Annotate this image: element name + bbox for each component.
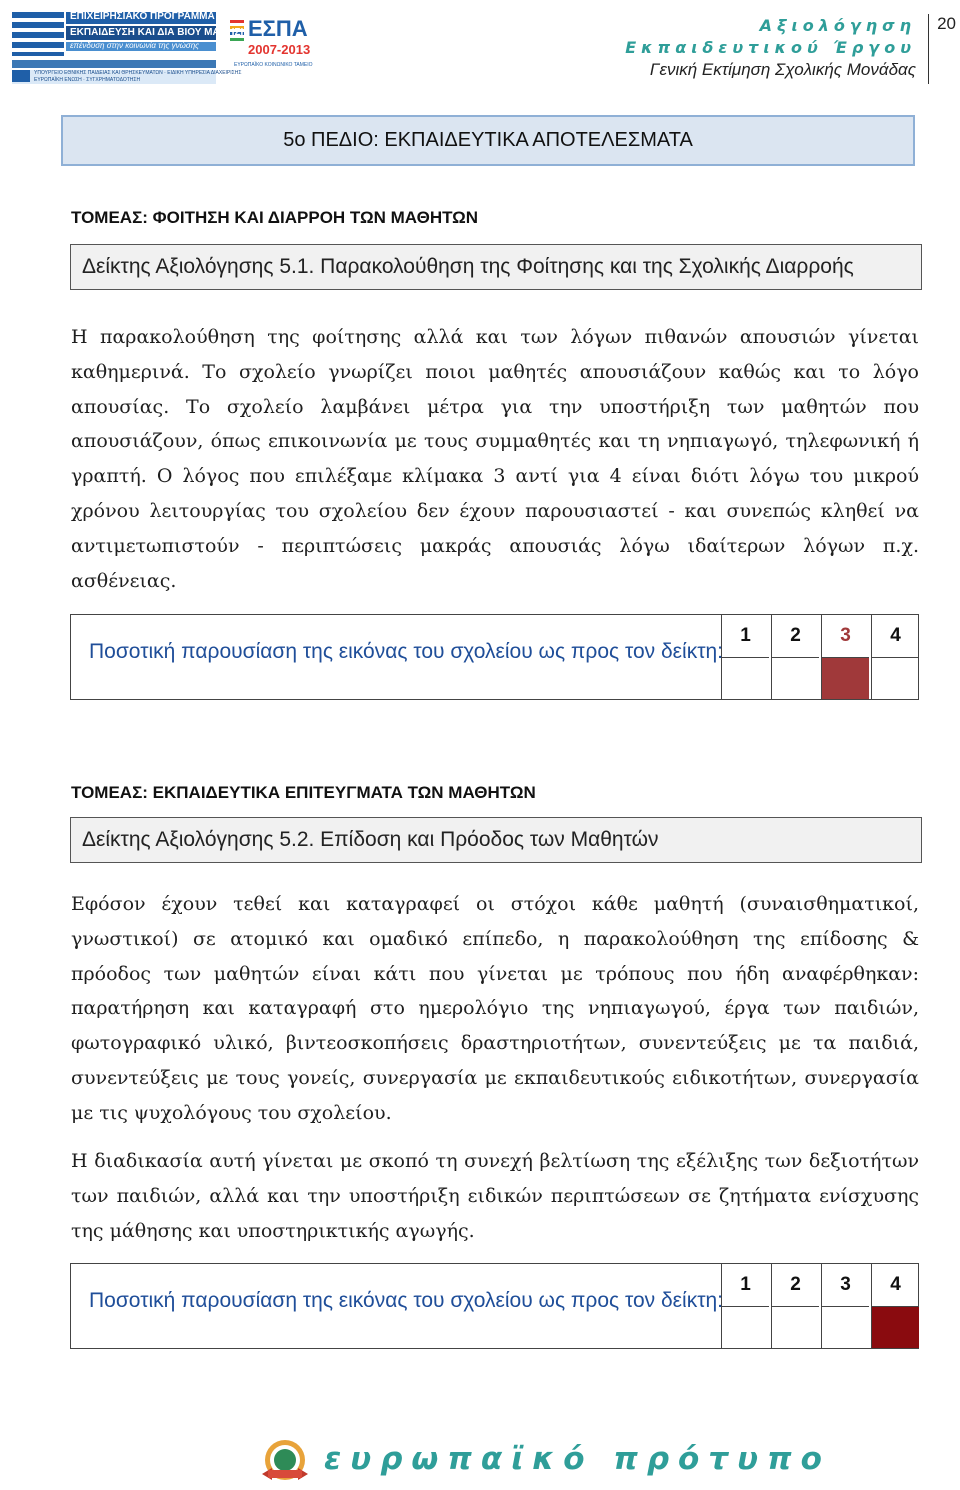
european-standard-seal-icon [258, 1438, 312, 1482]
espa-logo-title: ΕΣΠΑ [248, 16, 308, 41]
logo-line-3: επένδυση στην κοινωνία της γνώσης [70, 41, 200, 50]
rating-scale-4: 4 [871, 615, 919, 657]
sector-2-paragraph-1: Εφόσον έχουν τεθεί και καταγραφεί οι στόχοι κάθε μαθητή (συναισθηματικοί, γνωστικοί) σε ατομικό και ομαδικό επίπεδο, η παρακολούθηση της επίδοσης & πρόοδος των μαθητών είναι κάτι που γίνεται με τρόπους που ήδη αναφέρθηκαν: παρατήρηση και καταγραφή στο ημερολόγιο της νηπιαγωγού, έργα των παιδιών, φωτογραφικό υλικό, βιντεοσκοπήσεις δραστηριοτήτων, συνεντεύξεις με τα παιδιά, συνεντεύξεις με τους γονείς, συνεργασία με εκπαιδευτικούς ειδικοτήτων, συνεργασία με τις ψυχολόγους του σχολείου. [71, 893, 919, 1124]
rating-scale-2: 2 [771, 615, 819, 657]
program-logo-banner [8, 6, 343, 90]
sector-2-title: ΤΟΜΕΑΣ: ΕΚΠΑΙΔΕΥΤΙΚΑ ΕΠΙΤΕΥΓΜΑΤΑ ΤΩΝ ΜΑΘΗΤΩΝ [71, 783, 536, 802]
rating-scale-1: 1 [721, 1264, 769, 1306]
rating-cell-3-selected [821, 657, 869, 699]
sector-1-paragraph: Η παρακολούθηση της φοίτησης αλλά και των λόγων πιθανών απουσιών γίνεται καθημερινά. Το σχολείο γνωρίζει ποιοι μαθητές απουσιάζουν καθώς και το λόγο απουσίας. Το σχολείο λαμβάνει μέτρα για την υποστήριξη των μαθητών που απουσιάζουν, όπως επικοινωνία με τους συμμαθητές και τη νηπιαγωγό, τηλεφωνική ή γραπτή. Ο λόγος που επιλέξαμε κλίμακα 3 αντί για 4 είναι διότι λόγω του μικρού χρόνου λειτουργίας του σχολείου δεν έχουν παρουσιαστεί - και συνεπώς κληθεί να αντιμετωπιστούν - περιπτώσεις μακράς απουσιάς λόγω ιδαίτερων λόγων π.χ. ασθένειας. [71, 326, 919, 592]
section-banner: 5o ΠΕΔΙΟ: ΕΚΠΑΙΔΕΥΤΙΚΑ ΑΠΟΤΕΛΕΣΜΑΤΑ [61, 115, 915, 166]
rating-scale-2: 2 [771, 1264, 819, 1306]
sector-2-paragraph-2: Η διαδικασία αυτή γίνεται με σκοπό τη συνεχή βελτίωση της εξέλιξης των δεξιοτήτων των παιδιών, αλλά και την υποστήριξη ειδικών περιπτώσεων σε ζητήματα ενίσχυσης της μάθησης και υποστηρικτικής αγωγής. [71, 1150, 919, 1242]
indicator-5-2: Δείκτης Αξιολόγησης 5.2. Επίδοση και Πρόοδος των Μαθητών [70, 817, 922, 863]
rating-cell-2 [771, 1306, 819, 1348]
rating-cell-4-selected [871, 1306, 919, 1348]
rating-scale-3: 3 [821, 615, 869, 657]
rating-cell-1 [721, 1306, 769, 1348]
rating-cell-2 [771, 657, 819, 699]
rating-table-5-1 [70, 614, 919, 700]
rating-label: Ποσοτική παρουσίαση της εικόνας του σχολείου ως προς τον δείκτη: [89, 1289, 723, 1312]
espa-logo-sub: ΕΥΡΩΠΑΪΚΟ ΚΟΙΝΩΝΙΚΟ ΤΑΜΕΙΟ [234, 62, 313, 68]
logo-line-4: ΥΠΟΥΡΓΕΙΟ ΕΘΝΙΚΗΣ ΠΑΙΔΕΙΑΣ ΚΑΙ ΘΡΗΣΚΕΥΜΑΤΩΝ · ΕΙΔΙΚΗ ΥΠΗΡΕΣΙΑ ΔΙΑΧΕΙΡΙΣΗΣ [34, 70, 242, 76]
rating-label: Ποσοτική παρουσίαση της εικόνας του σχολείου ως προς τον δείκτη: [89, 640, 723, 663]
footer-text: ευρωπαϊκό πρότυπο [324, 1441, 831, 1477]
logo-line-2: ΕΚΠΑΙΔΕΥΣΗ ΚΑΙ ΔΙΑ ΒΙΟΥ ΜΑΘΗΣΗ [70, 27, 248, 38]
logo-line-5: ΕΥΡΩΠΑΪΚΗ ΕΝΩΣΗ · ΣΥΓΧΡΗΜΑΤΟΔΟΤΗΣΗ [34, 77, 141, 83]
rating-scale-3: 3 [821, 1264, 869, 1306]
rating-scale-4: 4 [871, 1264, 919, 1306]
sector-1-title: ΤΟΜΕΑΣ: ΦΟΙΤΗΣΗ ΚΑΙ ΔΙΑΡΡΟΗ ΤΩΝ ΜΑΘΗΤΩΝ [71, 208, 479, 227]
header-title-line-2: Εκπαιδευτικού Έργου [625, 38, 916, 57]
header-title-line-1: Αξιολόγηση [759, 16, 916, 35]
rating-cell-4 [871, 657, 919, 699]
indicator-5-1: Δείκτης Αξιολόγησης 5.1. Παρακολούθηση της Φοίτησης και της Σχολικής Διαρροής [70, 244, 922, 290]
logo-line-1: ΕΠΙΧΕΙΡΗΣΙΑΚΟ ΠΡΟΓΡΑΜΜΑ [70, 11, 215, 22]
rating-scale-1: 1 [721, 615, 769, 657]
rating-table-5-2 [70, 1263, 919, 1349]
espa-logo-years: 2007-2013 [248, 42, 311, 57]
header-subtitle: Γενική Εκτίμηση Σχολικής Μονάδας [649, 60, 916, 79]
rating-cell-1 [721, 657, 769, 699]
page-number: 20 [928, 14, 956, 84]
rating-cell-3 [821, 1306, 869, 1348]
